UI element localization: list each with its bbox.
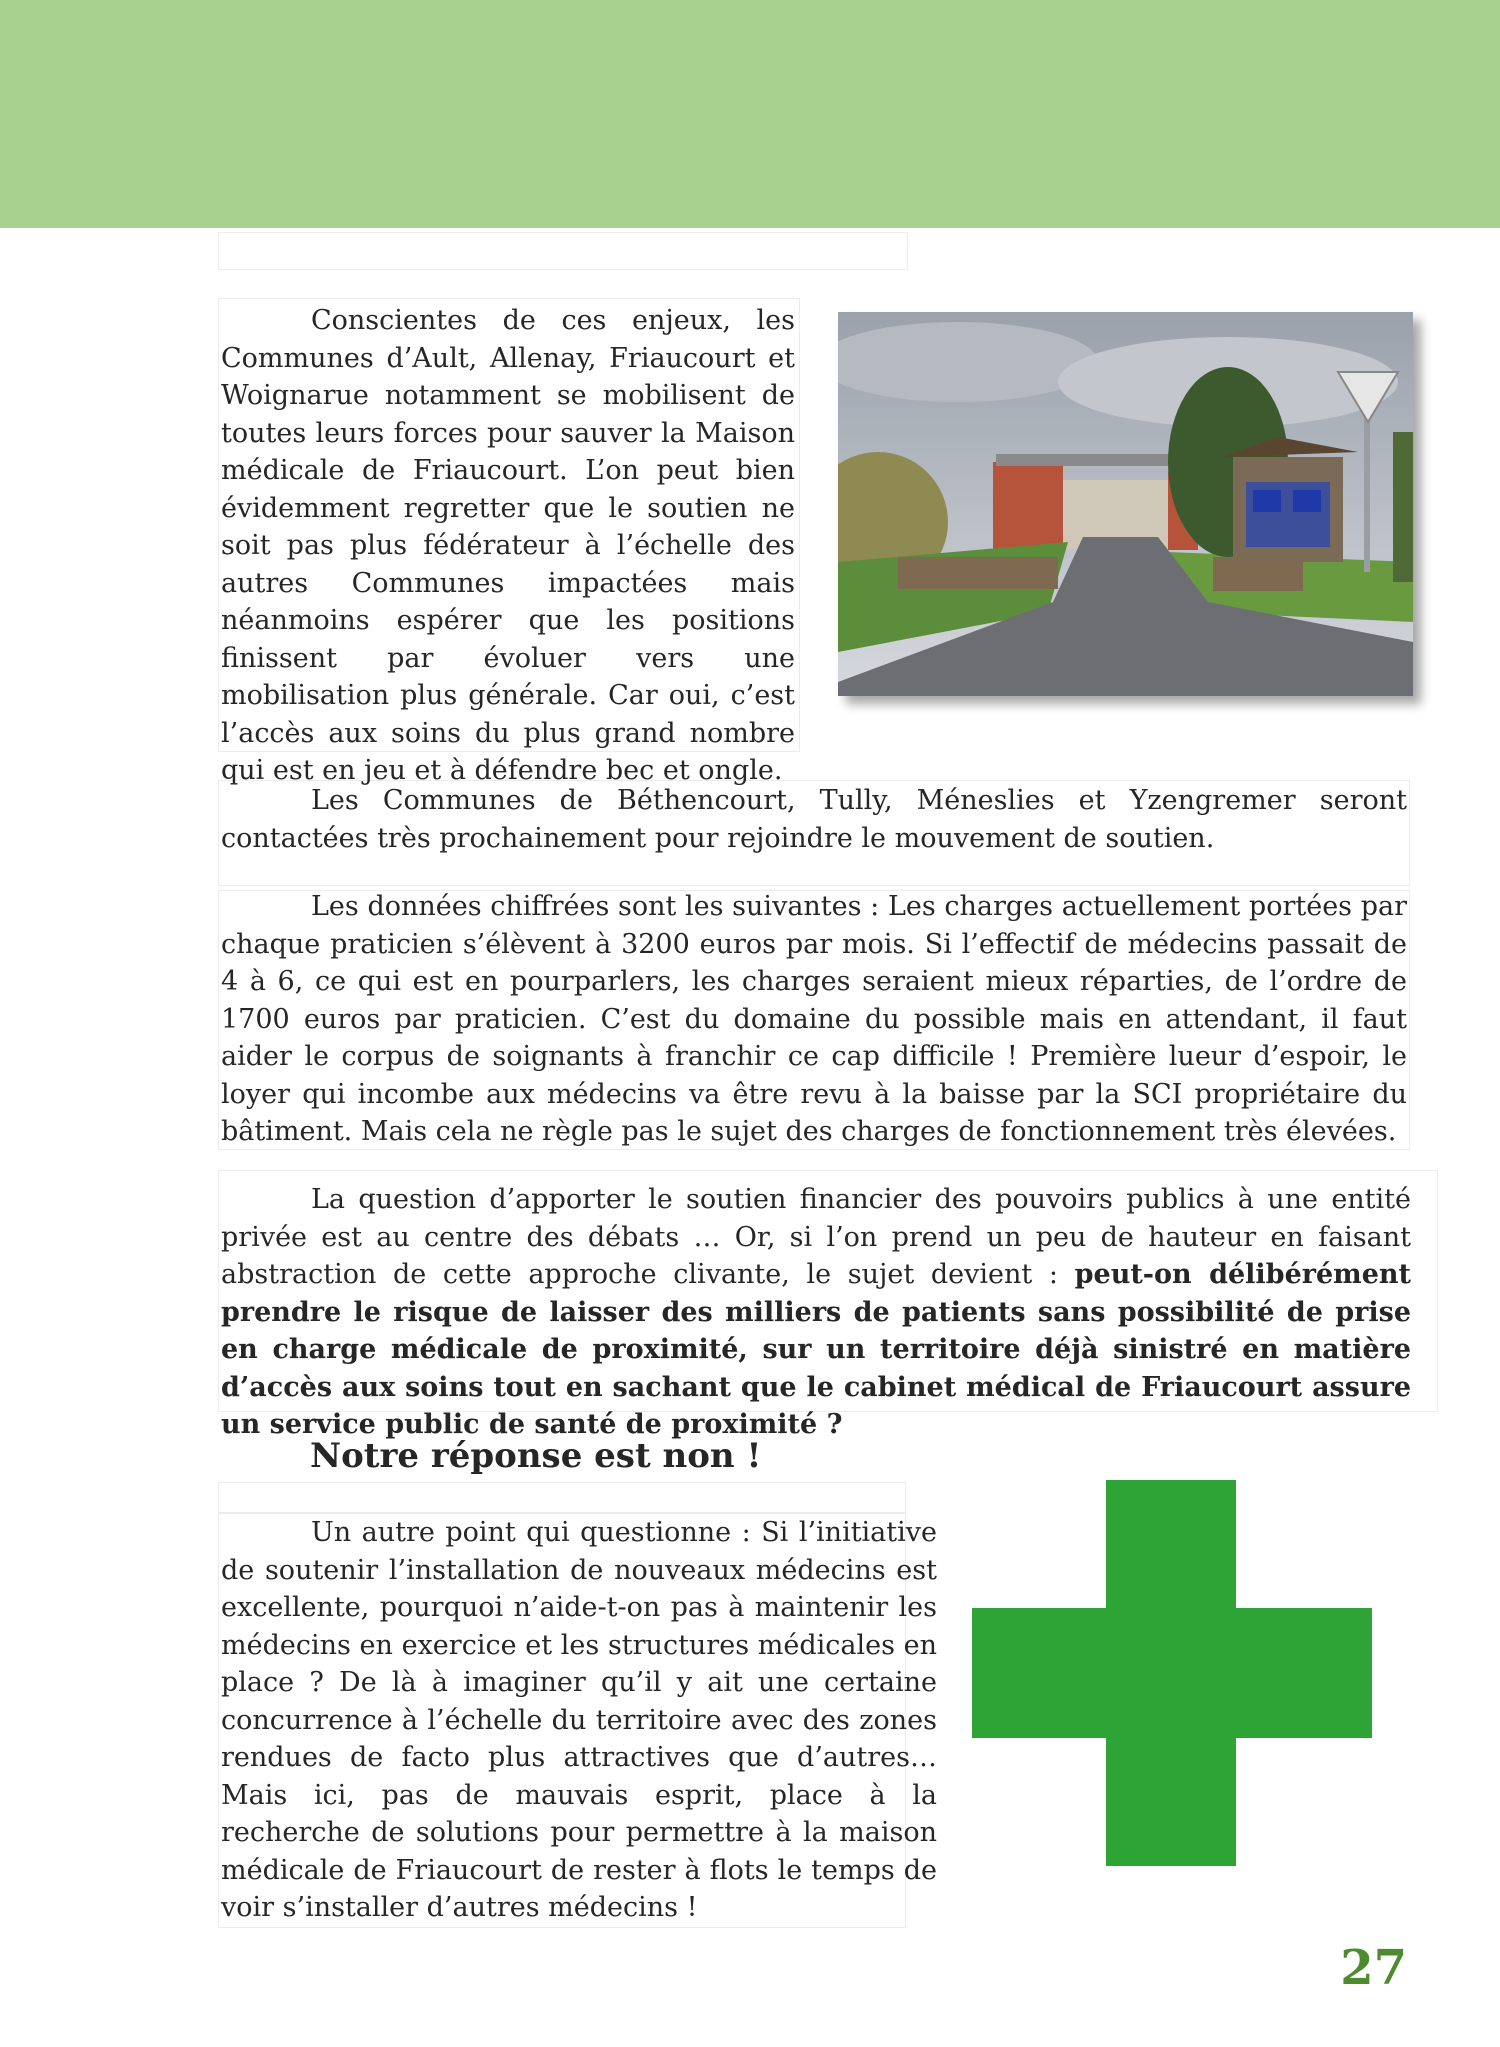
page-number: 27	[1340, 1940, 1407, 1996]
frame-top	[218, 232, 908, 270]
medical-house-photo	[838, 312, 1413, 696]
paragraph-1: Conscientes de ces enjeux, les Communes d’Ault, Allenay, Friaucourt et Woignarue notamment se mobilisent de toutes leurs forces pour sauver la Maison médicale de Friaucourt. L’on peut bien évidemment regretter que le soutien ne soit pas plus fédérateur à l’échelle des autres Communes impactées mais néanmoins espérer que les positions finissent par évoluer vers une mobilisation plus générale. Car oui, c’est l’accès aux soins du plus grand nombre qui est en jeu et à défendre bec et ongle.	[221, 305, 795, 786]
section-heading: Notre réponse est non !	[310, 1436, 762, 1476]
frame-heading	[218, 1482, 906, 1514]
paragraph-2: Les Communes de Béthencourt, Tully, Méneslies et Yzengremer seront contactées très prochainement pour rejoindre le mouvement de soutien.	[221, 785, 1407, 854]
paragraph-4-emphasis: peut-on délibérément prendre le risque de laisser des milliers de patients sans possibilité de prise en charge médicale de proximité, sur un territoire déjà sinistré en matière d’accès aux soins tout en sachant que le cabinet médical de Friaucourt assure un service public de santé de proximité ?	[221, 1259, 1411, 1440]
paragraph-5: Un autre point qui questionne : Si l’initiative de soutenir l’installation de nouveaux médecins est excellente, pourquoi n’aide-t-on pas à maintenir les médecins en exercice et les structures médicales en place ? De là à imaginer qu’il y ait une certaine concurrence à l’échelle du territoire avec des zones rendues de facto plus attractives que d’autres… Mais ici, pas de mauvais esprit, place à la recherche de solutions pour permettre à la maison médicale de Friaucourt de rester à flots le temps de voir s’installer d’autres médecins !	[221, 1517, 937, 1923]
paragraph-3: Les données chiffrées sont les suivantes : Les charges actuellement portées par chaque praticien s’élèvent à 3200 euros par mois. Si l’effectif de médecins passait de 4 à 6, ce qui est en pourparlers, les charges seraient mieux réparties, de l’ordre de 1700 euros par praticien. C’est du domaine du possible mais en attendant, il faut aider le corpus de soignants à franchir ce cap difficile ! Première lueur d’espoir, le loyer qui incombe aux médecins va être revu à la baisse par la SCI propriétaire du bâtiment. Mais cela ne règle pas le sujet des charges de fonctionnement très élevées.	[221, 891, 1407, 1147]
paragraph-4: La question d’apporter le soutien financier des pouvoirs publics à une entité privée est au centre des débats … Or, si l’on prend un peu de hauteur en faisant abstraction de cette approche clivante, le sujet devient : peut-on délibérément prendre le risque de laisser des milliers de patients sans possibilité de prise en charge médicale de proximité, sur un territoire déjà sinistré en matière d’accès aux soins tout en sachant que le cabinet médical de Friaucourt assure un service public de santé de proximité ?	[221, 1184, 1411, 1440]
pharmacy-cross-icon	[972, 1480, 1372, 1866]
header-banner	[0, 0, 1500, 228]
